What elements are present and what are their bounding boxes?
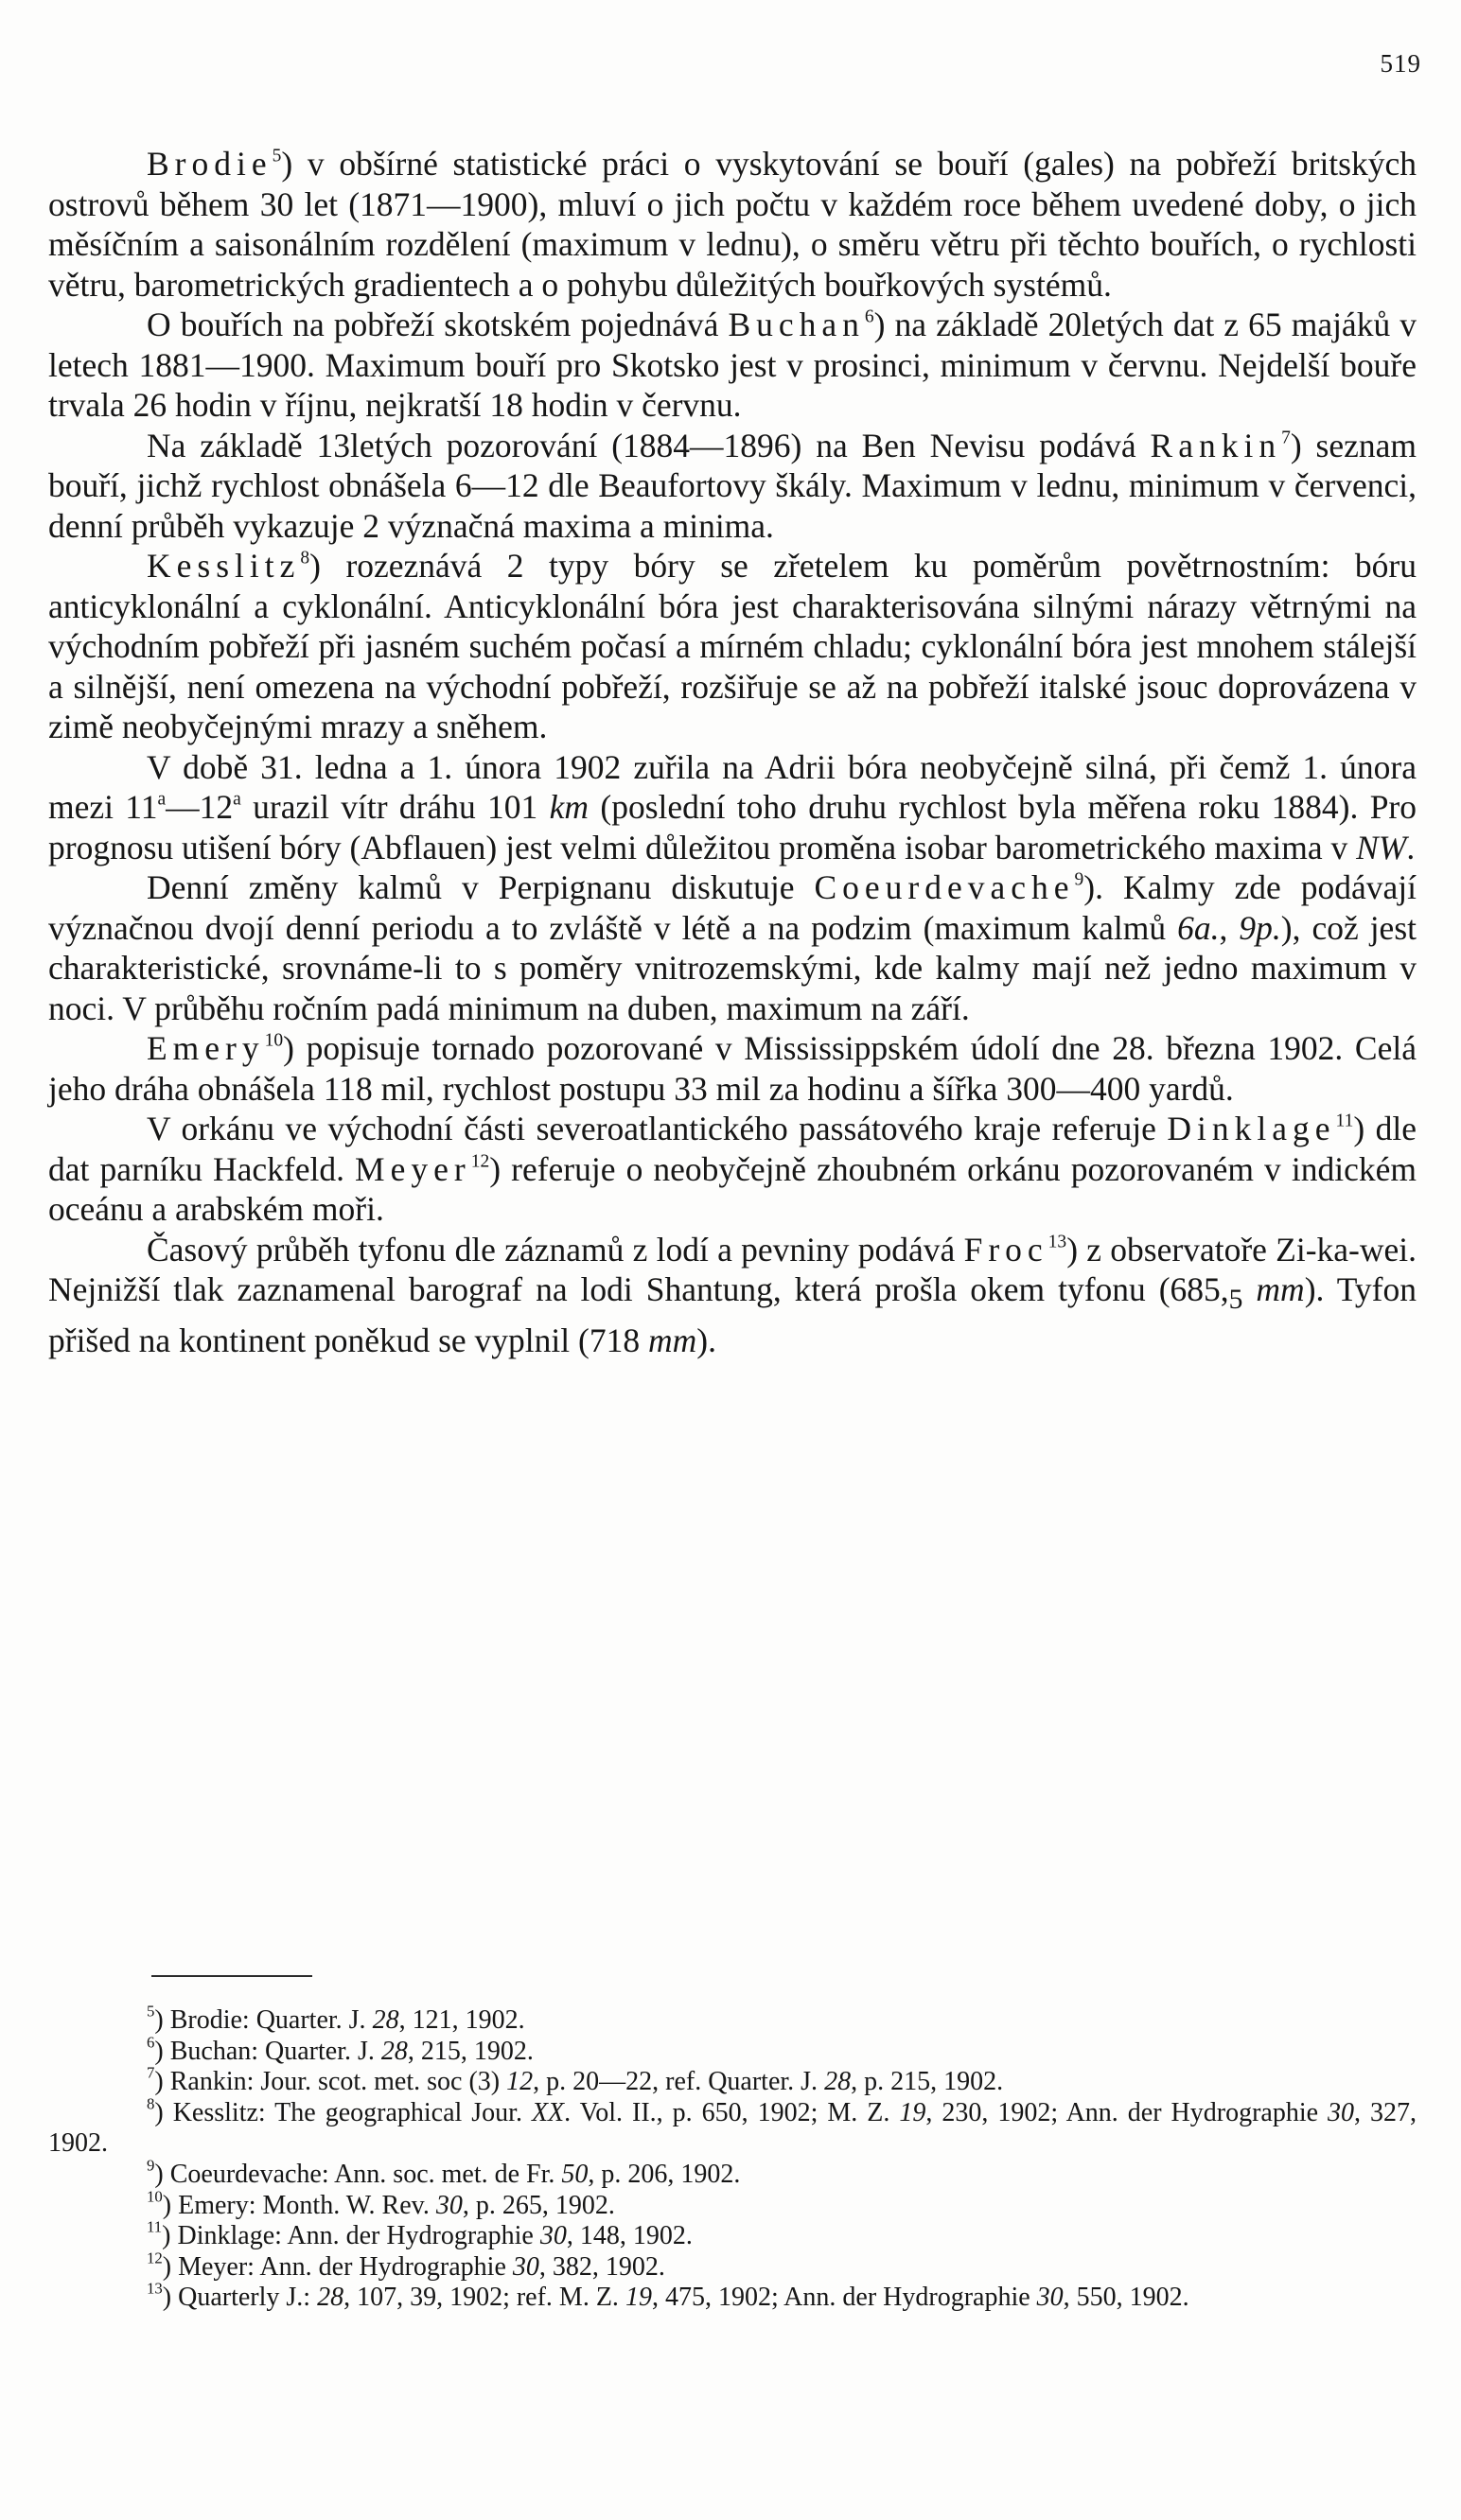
footnote-text: ) Rankin: Jour. scot. met. soc (3)	[154, 2067, 507, 2097]
volume: 30	[435, 2190, 463, 2220]
footnote-mark: 5	[147, 2002, 155, 2021]
volume: 12	[506, 2067, 534, 2097]
footnote-text: ) Buchan: Quarter. J.	[154, 2036, 381, 2066]
footnote-mark: 9	[147, 2156, 155, 2175]
footnote-text: , p. 206, 1902.	[588, 2159, 741, 2189]
footnote-ref[interactable]: 9	[1074, 869, 1084, 890]
footnote-ref[interactable]: 12	[470, 1150, 490, 1171]
unit: mm	[1256, 1270, 1305, 1308]
paragraph-text: ). Kalmy zde podávají význačnou dvojí denní periodu a to zvláště v létě a na podzim (maximum kalmů	[48, 868, 1417, 947]
direction: NW	[1356, 828, 1407, 866]
footnote-text: ) Coeurdevache: Ann. soc. met. de Fr.	[154, 2159, 562, 2189]
volume: 19	[625, 2283, 652, 2313]
footnote-text: , p. 265, 1902.	[462, 2190, 615, 2220]
paragraph-text: ) seznam bouří, jichž rychlost obnášela 6—12 dle Beaufortovy škály. Maximum v lednu, minimum v červenci, denní průběh vykazuje 2 význačná maxima a minima.	[48, 426, 1417, 545]
time-marker: 9p.	[1239, 908, 1281, 947]
time-marker: 6a.	[1177, 908, 1220, 947]
footnote-text: , 475, 1902; Ann. der Hydrographie	[651, 2283, 1037, 2313]
footnote-mark: 11	[147, 2217, 163, 2236]
footnote-item	[48, 2002, 1417, 2037]
author-name: Rankin	[1150, 426, 1282, 464]
paragraph-text: ) referuje o neobyčejně zhoubném orkánu pozorovaném v indickém oceánu a arabském moři.	[48, 1149, 1417, 1228]
paragraph-coeurdevache	[48, 867, 1417, 1028]
footnote-item	[48, 2063, 1417, 2098]
paragraph-rankin	[48, 426, 1417, 547]
footnote-mark: 6	[147, 2033, 155, 2051]
footnote-item	[48, 2279, 1417, 2314]
footnote-mark: 13	[147, 2279, 163, 2298]
paragraph-text: .	[1406, 828, 1416, 866]
footnote-text: . Vol. II., p. 650, 1902; M. Z.	[564, 2097, 900, 2127]
volume: 30	[512, 2251, 539, 2282]
footnote-text: ) Meyer: Ann. der Hydrographie	[162, 2251, 513, 2282]
paragraph-froc	[48, 1230, 1417, 1361]
footnote-text: , 148, 1902.	[566, 2221, 693, 2251]
footnote-text: , p. 215, 1902.	[851, 2067, 1004, 2097]
unit: mm	[647, 1321, 697, 1359]
paragraph-text: ) popisuje tornado pozorované v Mississippském údolí dne 28. března 1902. Celá jeho dráha obnášela 118 mil, rychlost postupu 33 mil za hodinu a šířka 300—400 yardů.	[48, 1029, 1417, 1108]
footnote-text: , 550, 1902.	[1063, 2283, 1189, 2313]
author-name: Emery	[147, 1029, 265, 1067]
paragraph-text: Na základě 13letých pozorování (1884—1896) na Ben Nevisu podává	[147, 426, 1151, 464]
volume: 28	[824, 2067, 852, 2097]
paragraph-text: ,	[1219, 908, 1240, 947]
footnote-text: , 327, 1902.	[48, 2097, 1417, 2159]
unit: km	[549, 788, 590, 826]
footnote-text: ) Dinklage: Ann. der Hydrographie	[162, 2221, 540, 2251]
paragraph-text: ) z observatoře Zi-ka-wei. Nejnižší tlak zaznamenal barograf na lodi Shantung, která prošla okem tyfonu (685,	[48, 1230, 1417, 1308]
paragraph-text: ) na základě 20letých dat z 65 majáků v letech 1881—1900. Maximum bouří pro Skotsko jest v prosinci, minimum v červnu. Nejdelší bouře trvala 26 hodin v říjnu, nejkratší 18 hodin v červnu.	[48, 306, 1417, 424]
author-name: Meyer	[355, 1149, 471, 1188]
footnote-text: , 382, 1902.	[538, 2251, 665, 2282]
footnote-mark: 8	[147, 2094, 155, 2113]
paragraph-text: V době 31. ledna a 1. února 1902 zuřila na Adrii bóra neobyčejně silná, při čemž 1. února mezi 11	[48, 747, 1417, 826]
footnote-ref[interactable]: 13	[1047, 1231, 1067, 1251]
footnote-ref[interactable]: 11	[1335, 1111, 1354, 1131]
footnote-item	[48, 2033, 1417, 2068]
footnote-text: , p. 20—22, ref. Quarter. J.	[533, 2067, 825, 2097]
volume: 30	[539, 2221, 567, 2251]
footnote-mark: 7	[147, 2063, 155, 2082]
paragraph-text: (poslední toho druhu rychlost byla měřena roku 1884). Pro prognosu utišení bóry (Abflauen) jest velmi důležitou proměna isobar barometrického maxima v	[48, 788, 1417, 866]
footnote-mark: 12	[147, 2249, 163, 2267]
volume: 28	[372, 2005, 399, 2035]
volume: 50	[561, 2159, 589, 2189]
footnote-text: ) Quarterly J.:	[162, 2283, 318, 2313]
paragraph-buchan	[48, 305, 1417, 426]
paragraph-text: ) v obšírné statistické práci o vyskytování se bouří (gales) na pobřeží britských ostrovů během 30 let (1871—1900), mluví o jich počtu v každém roce během uvedené doby, o jich měsíčním a saisonálním rozdělení (maximum v lednu), o směru větru při těchto bouřích, o rychlosti větru, barometrických gradientech a o pohybu důležitých bouřkových systémů.	[48, 145, 1417, 304]
volume: 30	[1036, 2283, 1064, 2313]
paragraph-text: ).	[696, 1321, 716, 1359]
footnote-ref[interactable]: 10	[264, 1030, 284, 1051]
paragraph-text: ) rozeznává 2 typy bóry se zřetelem ku poměrům povětrnostním: bóru anticyklonální a cyklonální. Anticyklonální bóra jest charakterisována silnými nárazy větrnými na východním pobřeží při jasném suchém počasí a mírném chladu; cyklonální bóra jest mnohem stálejší a silnější, není omezena na východní pobřeží, rozšiřuje se až na pobřeží italské jsouc doprovázena v zimě neobyčejnými mrazy a sněhem.	[48, 547, 1417, 745]
footnote-ref[interactable]: 8	[300, 548, 310, 569]
volume: 19	[899, 2097, 926, 2127]
footnote-item	[48, 2186, 1417, 2222]
author-name: Froc	[963, 1230, 1048, 1269]
footnote-item	[48, 2094, 1417, 2160]
superscript: a	[157, 789, 167, 810]
paragraph-text: urazil vítr dráhu 101	[240, 788, 550, 826]
paragraph-text: Časový průběh tyfonu dle záznamů z lodí a pevniny podává	[147, 1230, 964, 1269]
footnote-text: , 230, 1902; Ann. der Hydrographie	[925, 2097, 1329, 2127]
footnote-text: , 121, 1902.	[398, 2005, 525, 2035]
paragraph-text: ) dle dat parníku Hackfeld.	[48, 1110, 1417, 1188]
footnote-ref[interactable]: 6	[864, 306, 874, 327]
subscript: 5	[1228, 1285, 1243, 1316]
footnote-item	[48, 2217, 1417, 2252]
author-name: Buchan	[728, 306, 865, 343]
paragraph-text: V orkánu ve východní části severoatlantického passátového kraje referuje	[147, 1110, 1168, 1147]
paragraph-bora	[48, 747, 1417, 868]
footnote-ref[interactable]: 7	[1281, 427, 1291, 447]
footnote-divider	[151, 1975, 312, 1977]
footnote-item	[48, 2156, 1417, 2191]
author-name: Dinklage	[1167, 1110, 1336, 1147]
footnote-text: ) Kesslitz: The geographical Jour.	[154, 2097, 532, 2127]
footnotes	[48, 2002, 1417, 2314]
paragraph-text: ). Tyfon přišed na kontinent poněkud se vyplnil (718	[48, 1270, 1417, 1359]
body-text	[48, 144, 1417, 1360]
paragraph-brodie	[48, 144, 1417, 305]
footnote-mark: 10	[147, 2186, 163, 2205]
volume: 28	[380, 2036, 408, 2066]
superscript: a	[233, 789, 241, 810]
paragraph-text: O bouřích na pobřeží skotském pojednává	[147, 306, 729, 343]
footnote-text: , 215, 1902.	[407, 2036, 534, 2066]
volume: 28	[317, 2283, 344, 2313]
paragraph-emery	[48, 1028, 1417, 1109]
footnote-text: , 107, 39, 1902; ref. M. Z.	[343, 2283, 625, 2313]
volume: 30	[1328, 2097, 1355, 2127]
page-number: 519	[1380, 49, 1421, 78]
volume: XX	[531, 2097, 565, 2127]
author-name: Coeurdevache	[814, 868, 1075, 906]
footnote-text: ) Brodie: Quarter. J.	[154, 2005, 373, 2035]
paragraph-text: ), což jest charakteristické, srovnáme-li to s poměry vnitrozemskými, kde kalmy mají než jedno maximum v noci. V průběhu ročním padá minimum na duben, maximum na září.	[48, 908, 1417, 1027]
author-name: Brodie	[147, 145, 273, 183]
paragraph-kesslitz	[48, 546, 1417, 747]
footnote-ref[interactable]: 5	[272, 146, 282, 166]
paragraph-dinklage	[48, 1109, 1417, 1230]
footnote-item	[48, 2249, 1417, 2284]
author-name: Kesslitz	[147, 547, 301, 585]
footnote-text: ) Emery: Month. W. Rev.	[162, 2190, 436, 2220]
paragraph-text: —12	[166, 788, 234, 826]
paragraph-text: Denní změny kalmů v Perpignanu diskutuje	[147, 868, 815, 906]
